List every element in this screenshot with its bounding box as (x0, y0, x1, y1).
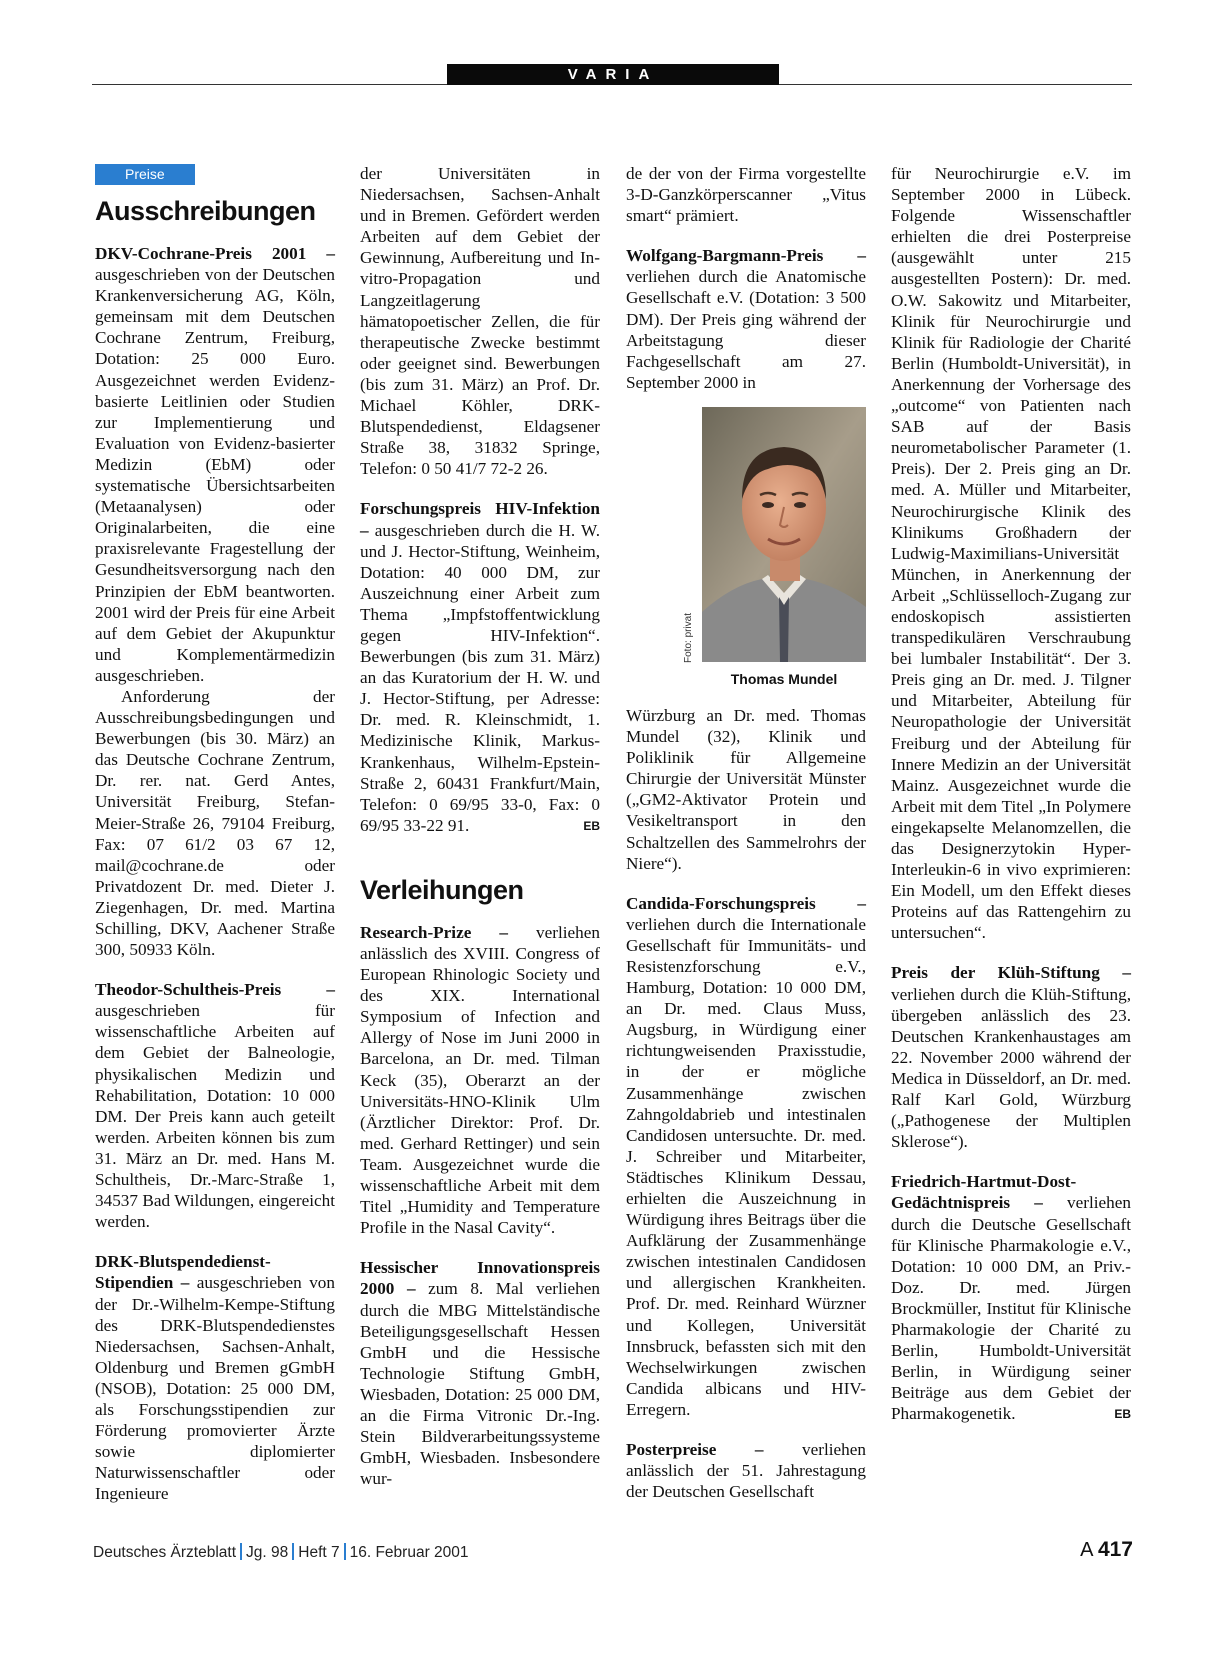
article-dkv-cochrane-continued: Anforderung der Ausschreibungsbedingungen und Bewerbungen (bis 30. März) an das Deutsche Cochrane Zentrum, Dr. rer. nat. Gerd Antes, Universität Freiburg, Stefan-Meier-Straße 26, 79104 Freiburg, Fax: 07 61/2 03 67 12, mail@cochrane.de oder Privatdozent Dr. med. Dieter J. Ziegenhagen, Dr. med. Martina Schilling, DKV, Aachener Straße 300, 50933 Köln. (95, 686, 335, 960)
column-1 (95, 163, 335, 1504)
journal-issue: Heft 7 (298, 1544, 340, 1561)
article-dkv-cochrane (95, 243, 335, 686)
article-text: verliehen anlässlich der 51. Jahrestagung der Deutschen Gesellschaft (626, 1440, 866, 1502)
article-title: DKV-Cochrane-Preis 2001 – (95, 244, 335, 263)
heading-ausschreibungen: Ausschreibungen (95, 196, 316, 226)
article-text: verliehen durch die Klüh-Stiftung, übergeben anlässlich des 23. Deutschen Krankenhaustages am 22. November 2000 während der Medica in Düsseldorf, an Dr. med. Ralf Karl Gold, Würzburg („Pathogenese der Multiplen Sklerose“). (891, 984, 1131, 1152)
article-title: Hessischer Innovationspreis 2000 – (360, 1258, 600, 1299)
article-candida-preis (626, 893, 866, 1420)
heading-verleihungen: Verleihungen (360, 874, 524, 905)
article-text: ausgeschrieben von der Dr.-Wilhelm-Kempe-Stiftung des DRK-Blutspendedienstes Niedersachsen, Sachsen-Anhalt, Oldenburg und Bremen gGmbH (NSOB), Dotation: 25 000 DM, als Forschungsstipendien zur Förderung promovierter Ärzte sowie diplomierter Naturwissenschaftler oder Ingenieure (95, 1273, 335, 1504)
article-innovationspreis-continued: de der von der Firma vorgestellte 3-D-Ganzkörperscanner „Vitus smart“ prämiert. (626, 164, 866, 226)
article-text: ausgeschrieben von der Deutschen Krankenversicherung AG, Köln, gemeinsam mit dem Deutschen Cochrane Zentrum, Freiburg, Dotation: 25 000 Euro. Ausgezeichnet werden Evidenz-basierte Leitlinien oder Studien zur Implementierung und Evaluation von Evidenz-basierter Medizin (EbM) oder systematische Übersichtsarbeiten (Metaanalysen) oder Originalarbeiten, die eine praxisrelevante Fragestellung der Gesundheitsversorgung nach den Prinzipien der EbM beantworten. 2001 wird der Preis für eine Arbeit auf dem Gebiet der Akupunktur und Komplementärmedizin ausgeschrieben. (95, 265, 335, 685)
article-klueh-stiftung (891, 962, 1131, 1152)
author-signature: EB (583, 818, 600, 833)
article-schultheis (95, 979, 335, 1232)
footer-separator (292, 1543, 294, 1560)
article-bargmann-preis (626, 245, 866, 393)
portrait-figure (626, 407, 866, 693)
article-hessischer-innovationspreis (360, 1257, 600, 1489)
photo-caption: Thomas Mundel (730, 670, 838, 687)
article-posterpreise (626, 1439, 866, 1502)
article-text: verliehen durch die Deutsche Gesellschaft für Klinische Pharmakologie e.V., Dotation: 10 000 DM, an Priv.-Doz. Dr. med. Jürgen Brockmüller, Institut für Klinische Pharmakologie der Charité zu Berlin, Humboldt-Universität Berlin, in Würdigung seiner Beiträge aus dem Gebiet der Pharmakogenetik. (891, 1193, 1131, 1424)
article-title: Friedrich-Hartmut-Dost-Gedächtnispreis – (891, 1172, 1077, 1213)
column-4 (891, 163, 1131, 1424)
article-title: Research-Prize – (360, 922, 508, 942)
journal-volume: Jg. 98 (246, 1544, 289, 1561)
column-2 (360, 163, 600, 1489)
article-title: Posterpreise – (626, 1440, 764, 1460)
column-3 (626, 163, 866, 1502)
author-signature: EB (1114, 1407, 1131, 1422)
article-text: verliehen durch die Internationale Gesellschaft für Immunitäts- und Resistenzforschung e.V., Hamburg, Dotation: 10 000 DM, an Dr. med. Claus Muss, Augsburg, in Würdigung einer richtungweisenden Praxisstudie, in der er mögliche Zusammenhänge zwischen Zahngoldabrieb und intestinalen Candidosen untersuchte. Dr. med. J. Schreiber und Mitarbeiter, Städtisches Klinikum Dessau, erhielten die Auszeichnung in Würdigung ihres Beitrags über die Aufklärung der Zusammenhänge zwischen intestinalen Candidosen und allergischen Krankheiten. Prof. Dr. med. Reinhard Würzner und Kollegen, Universität Innsbruck, befassten sich mit den Wechselwirkungen zwischen Candida albicans und HIV-Erregern. (626, 914, 866, 1419)
journal-name: Deutsches Ärzteblatt (93, 1544, 237, 1561)
page-prefix: A (1080, 1539, 1093, 1561)
category-tag: Preise (95, 164, 195, 185)
footer-separator (240, 1543, 242, 1560)
article-title: Preis der Klüh-Stiftung – (891, 963, 1131, 983)
issue-date: 16. Februar 2001 (349, 1544, 469, 1561)
article-drk-stipendien-continued: der Universitäten in Niedersachsen, Sachsen-Anhalt und in Bremen. Gefördert werden Arbeiten auf dem Gebiet der Gewinnung, Aufbereitung und In-vitro-Propagation und Langzeitlagerung hämatopoetischer Zellen, die für therapeutische Zwecke bestimmt oder geeignet sind. Bewerbungen (bis zum 31. März) an Prof. Dr. Michael Köhler, DRK-Blutspendedienst, Eldagsener Straße 38, 31832 Springe, Telefon: 0 50 41/7 72-2 26. (360, 164, 600, 479)
page-number (1080, 1538, 1133, 1562)
article-text: ausgeschrieben für wissenschaftliche Arbeiten auf dem Gebiet der Balneologie, physikalischen Medizin und Rehabilitation, Dotation: 10 000 DM. Der Preis kann auch geteilt werden. Arbeiten können bis zum 31. März an Dr. med. Hans M. Schultheis, Dr.-Marc-Straße 1, 34537 Bad Wildungen, eingereicht werden. (95, 1001, 335, 1232)
article-text: verliehen anlässlich des XVIII. Congress of European Rhinologic Society und des XIX. International Symposium of Infection and Allergy of Nose im Juni 2000 in Barcelona, an Dr. med. Tilman Keck (35), Oberarzt an der Universitäts-HNO-Klinik Ulm (Ärztlicher Direktor: Prof. Dr. med. Gerhard Rettinger) und sein Team. Ausgezeichnet wurde die wissenschaftliche Arbeit mit dem Titel „Humidity and Temperature Profile in the Nasal Cavity“. (360, 922, 600, 1238)
article-text: ausgeschrieben durch die H. W. und J. Hector-Stiftung, Weinheim, Dotation: 40 000 DM, zur Auszeichnung einer Arbeit zum Thema „Impfstoffentwicklung gegen HIV-Infektion“. Bewerbungen (bis zum 31. März) an das Kuratorium der H. W. und J. Hector-Stiftung, per Adresse: Dr. med. R. Kleinschmidt, 1. Medizinische Klinik, Markus-Krankenhaus, Wilhelm-Epstein-Straße 2, 60431 Frankfurt/Main, Telefon: 0 69/95 33-0, Fax: 0 69/95 33-22 91. (360, 520, 600, 835)
footer-separator (344, 1543, 346, 1560)
article-text: verliehen durch die Anatomische Gesellschaft e.V. (Dotation: 3 500 DM). Der Preis ging während der Arbeitstagung dieser Fachgesellschaft am 27. September 2000 in (626, 267, 866, 392)
article-research-prize (360, 922, 600, 1238)
article-title: DRK-Blutspendedienst-Stipendien – (95, 1252, 271, 1293)
footer-citation (93, 1543, 469, 1562)
article-bargmann-continued: Würzburg an Dr. med. Thomas Mundel (32), Klinik und Poliklinik für Allgemeine Chirurgie der Universität Münster („GM2-Aktivator Protein und Vesikeltransport in den Schaltzellen des Sammelrohrs der Niere“). (626, 705, 866, 873)
article-drk-stipendien (95, 1251, 335, 1504)
article-title: Forschungspreis HIV-Infektion – (360, 499, 600, 540)
article-title: Wolfgang-Bargmann-Preis – (626, 246, 866, 266)
portrait-image (702, 407, 866, 662)
portrait-photo (702, 407, 866, 662)
article-text: zum 8. Mal verliehen durch die MBG Mittelständische Beteiligungsgesellschaft Hessen GmbH und die Hessische Technologie Stiftung GmbH, Wiesbaden, Dotation: 25 000 DM, an die Firma Vitronic Dr.-Ing. Stein Bildverarbeitungssysteme GmbH, Wiesbaden. Insbesondere wur- (360, 1279, 600, 1489)
article-title: Theodor-Schultheis-Preis – (95, 980, 335, 1000)
article-dost-gedaechtnispreis (891, 1171, 1131, 1424)
article-posterpreise-continued: für Neurochirurgie e.V. im September 2000 in Lübeck. Folgende Wissenschaftler erhielten die drei Posterpreise (ausgewählt unter 215 ausgestellten Postern): Dr. med. O.W. Sakowitz und Mitarbeiter, Klinik für Neurochirurgie und Klinik für Radiologie der Charité Berlin (Humboldt-Universität), in Anerkennung der Vorhersage des „outcome“ von Patienten nach SAB auf der Basis neurometabolischer Parameter (1. Preis). Der 2. Preis ging an Dr. med. A. Müller und Mitarbeiter, Neurochirurgische Klinik des Klinikums Großhadern der Ludwig-Maximilians-Universität München, in Anerkennung der Arbeit „Schlüsselloch-Zugang zur endoskopisch assistierten transpedikulären Verschraubung bei lumbaler Instabilität“. Der 3. Preis ging an Dr. med. J. Tilgner und Mitarbeiter, Abteilung für Neuropathologie der Universität Freiburg und der Abteilung für Innere Medizin an der Universität Mainz. Ausgezeichnet wurde die Arbeit mit dem Titel „In Polymere eingekapselte Melanomzellen, die das Designerzytokin Hyper-Interleukin-6 in vivo exprimieren: Ein Modell, um den Effekt dieses Proteins auf das Rattengehirn zu untersuchen“. (891, 164, 1131, 943)
page-number-value: 417 (1097, 1538, 1133, 1561)
article-title: Candida-Forschungspreis – (626, 893, 866, 913)
section-label: VARIA (447, 64, 779, 85)
article-hiv-infektion (360, 498, 600, 836)
photo-credit: Foto: privat (683, 612, 694, 663)
